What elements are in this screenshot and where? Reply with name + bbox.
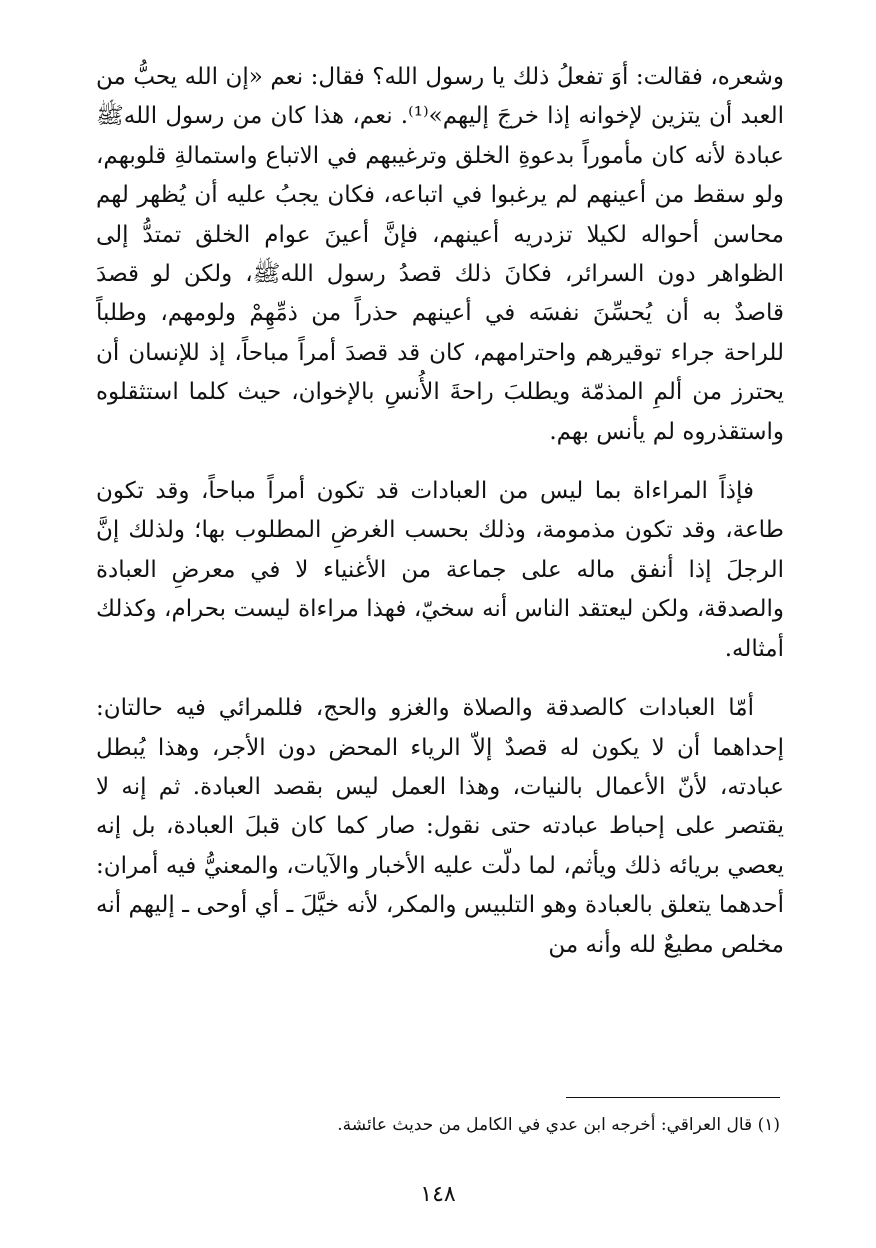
page-number: ١٤٨ — [420, 1182, 456, 1207]
footnote-separator — [566, 1097, 780, 1098]
page-body — [96, 58, 784, 965]
paragraph-3: أمّا العبادات كالصدقة والصلاة والغزو والحج، فللمرائي فيه حالتان: إحداهما أن لا يكون له قصدٌ إلاّ الرياء المحض دون الأجر، وهذا يُبطل عبادته، لأنّ الأعمال بالنيات، وهذا العمل ليس بقصد العبادة. ثم إنه لا يقتصر على إحباط عبادته حتى نقول: صار كما كان قبلَ العبادة، بل إنه يعصي بريائه ذلك ويأثم، لما دلّت عليه الأخبار والآيات، والمعنيُّ فيه أمران: أحدهما يتعلق بالعبادة وهو التلبيس والمكر، لأنه خيَّلَ ـ أي أوحى ـ إليهم أنه مخلص مطيعٌ لله وأنه من — [96, 695, 784, 958]
paragraph-1: وشعره، فقالت: أوَ تفعلُ ذلك يا رسول الله؟ فقال: نعم «إن الله يحبُّ من العبد أن يتزين لإخوانه إذا خرجَ إليهم»⁽¹⁾. نعم، هذا كان من رسول اللهﷺ عبادة لأنه كان مأموراً بدعوةِ الخلق وترغيبهم في الاتباع واستمالةِ قلوبهم، ولو سقط من أعينهم لم يرغبوا في اتباعه، فكان يجبُ عليه أن يُظهر لهم محاسن أحواله لكيلا تزدريه أعينهم، فإنَّ أعينَ عوام الخلق تمتدُّ إلى الظواهر دون السرائر، فكانَ ذلك قصدُ رسول اللهﷺ، ولكن لو قصدَ قاصدٌ به أن يُحسِّنَ نفسَه في أعينهم حذراً من ذمِّهِمْ ولومهم، وطلباً للراحة جراء توقيرهم واحترامهم، كان قد قصدَ أمراً مباحاً، إذ للإنسان أن يحترز من ألمِ المذمّة ويطلبَ راحةَ الأُنسِ بالإخوان، حيث كلما استثقلوه واستقذروه لم يأنس بهم. — [96, 64, 784, 445]
footnote: (١) قال العراقي: أخرجه ابن عدي في الكامل من حديث عائشة. — [337, 1115, 780, 1135]
paragraph-2: فإذاً المراءاة بما ليس من العبادات قد تكون أمراً مباحاً، وقد تكون طاعة، وقد تكون مذمومة، وذلك بحسب الغرضِ المطلوب بها؛ ولذلك إنَّ الرجلَ إذا أنفق ماله على جماعة من الأغنياء لا في معرضِ العبادة والصدقة، ولكن ليعتقد الناس أنه سخيّ، فهذا مراءاة ليست بحرام، وكذلك أمثاله. — [96, 478, 784, 662]
